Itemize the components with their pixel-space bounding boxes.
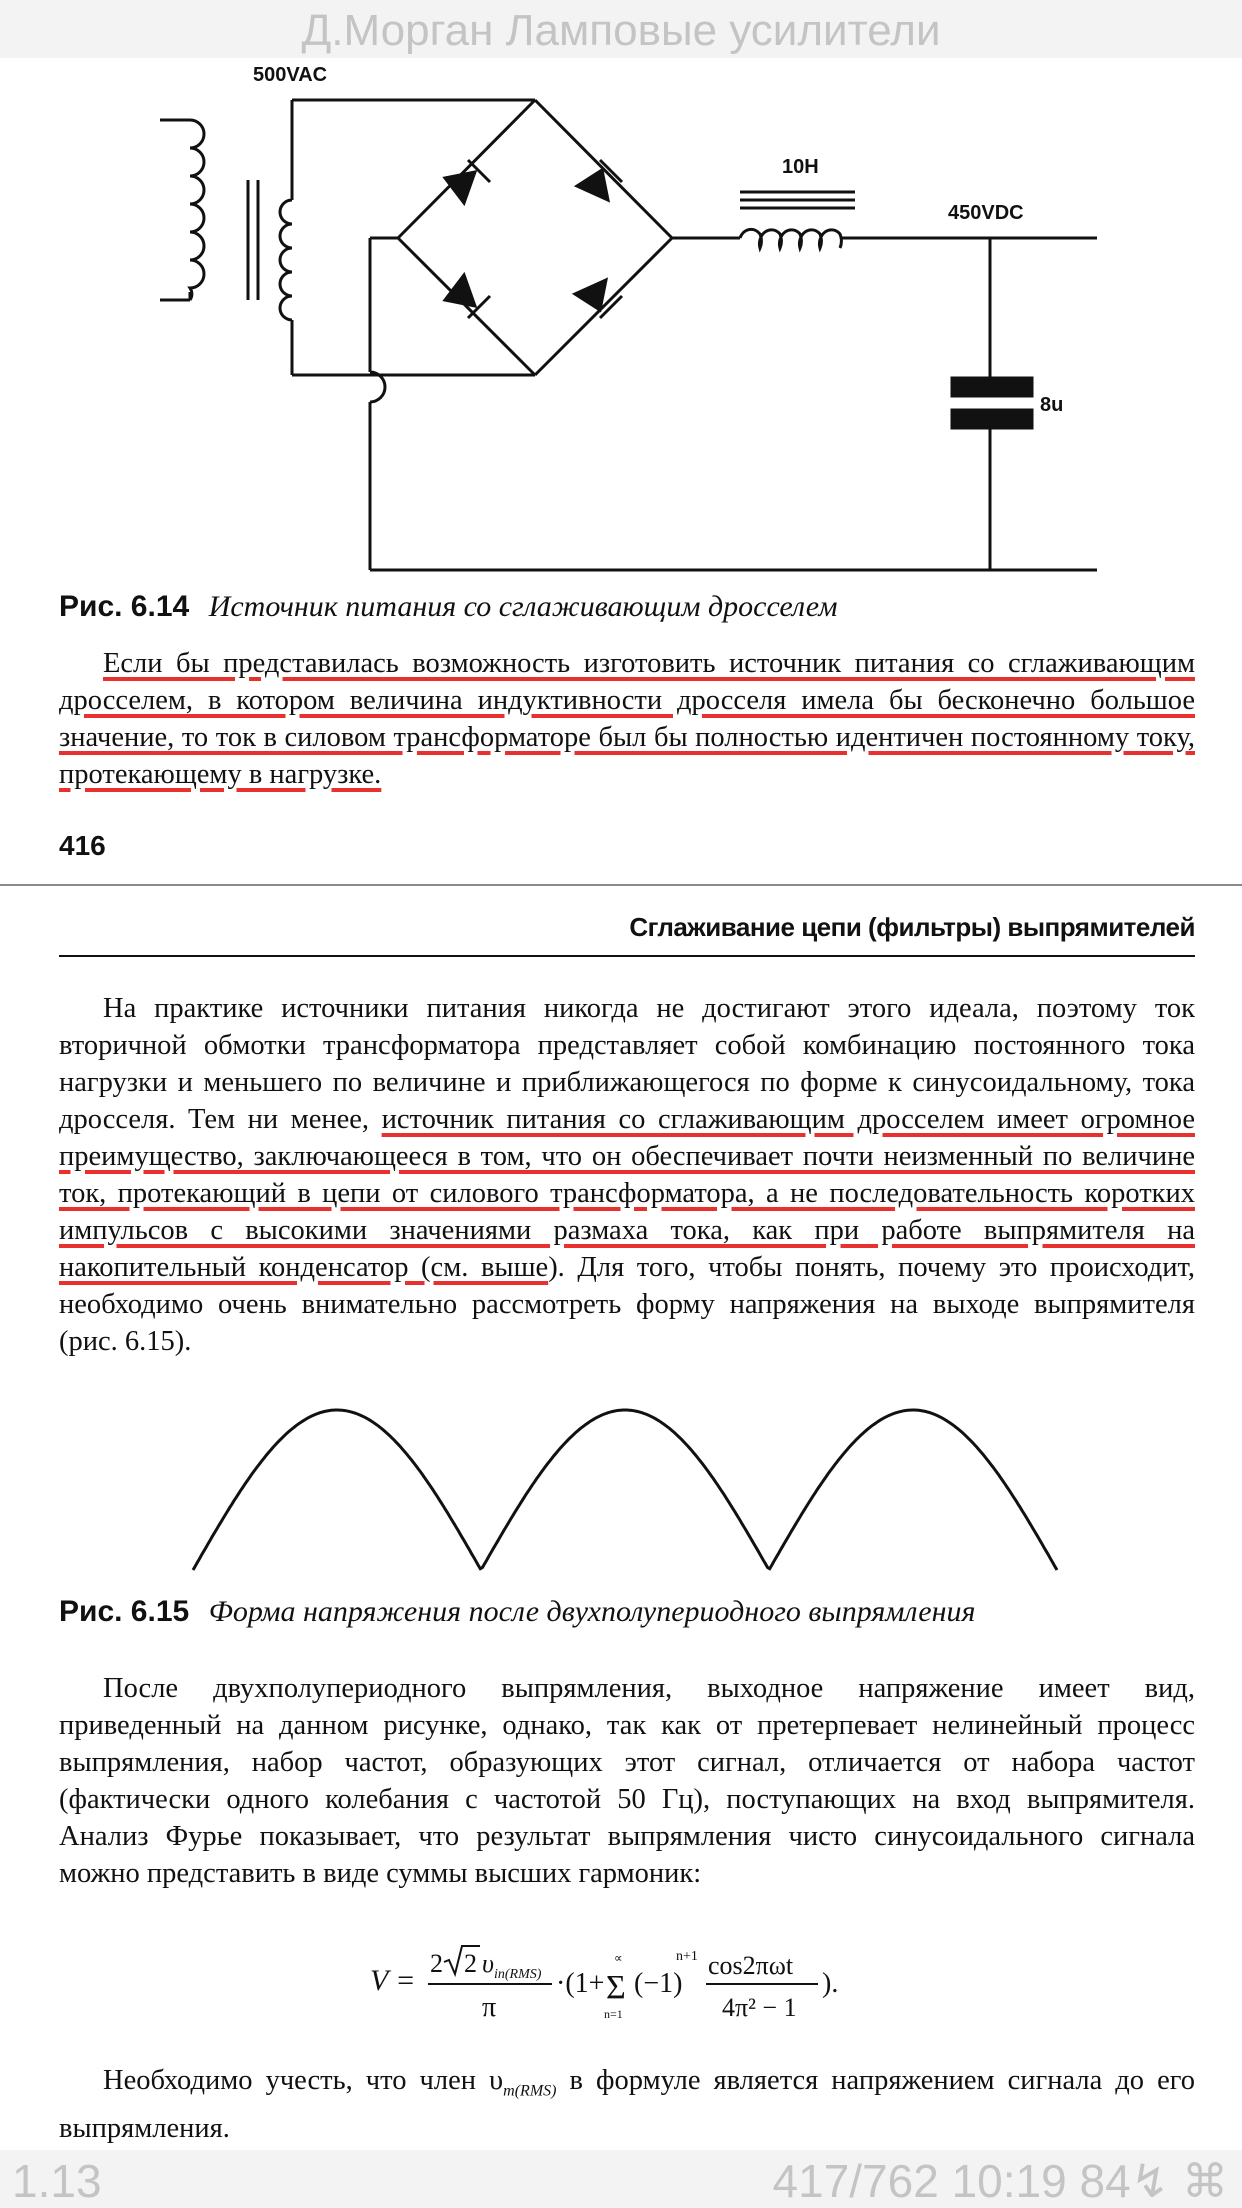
paragraph-4 (59, 2062, 1195, 2147)
frac2-num: cos2πωt (708, 1951, 794, 1980)
paragraph-4-after: в формуле является напряжением сигнала до его выпрямления. (59, 2065, 1195, 2144)
formula-open: ·(1+ (556, 1968, 605, 1999)
page-number: 416 (59, 830, 106, 861)
reader-top-bar (0, 0, 1242, 58)
figure-number: Рис. 6.14 (59, 590, 190, 623)
fourier-formula (370, 1940, 890, 2030)
highlighted-text: Если бы представилась возможность изготовить источник питания со сглаживающим дросселем, в котором величина индуктивности дросселя имела бы бесконечно большое значение, то ток в силовом трансформаторе был бы полностью идентичен постоянному току, протекающему в нагрузке. (59, 648, 1195, 790)
command-icon[interactable]: ⌘ (1182, 2155, 1228, 2207)
formula-exp: n+1 (676, 1949, 698, 1964)
paragraph-2-text-end: ). Для того, чтобы понять, почему это происходит, необходимо очень внимательно рассмотреть форму напряжения на выходе выпрямителя (рис. 6.15). (59, 1252, 1195, 1357)
formula-close: ). (822, 1968, 839, 1999)
battery-level: 84 (1079, 2155, 1131, 2207)
formula-lhs: V = (370, 1964, 416, 1997)
paragraph-3: После двухполупериодного выпрямления, выходное напряжение имеет вид, приведенный на данном рисунке, однако, так как от претерпевает нелинейный процесс выпрямления, набор частот, образующих этот сигнал, отличается от набора частот (фактически одного колебания с частотой 50 Гц), поступающих на вход выпрямителя. Анализ Фурье показывает, что результат выпрямления чисто синусоидального сигнала можно представить в виде суммы высших гармоник: (59, 1673, 1195, 1889)
running-head: Сглаживание цепи (фильтры) выпрямителей (629, 912, 1195, 942)
figure-caption-text: Источник питания со сглаживающим дросселем (208, 590, 838, 623)
charging-bolt-icon: ↯ (1130, 2155, 1170, 2207)
formula-denom: π (482, 1992, 497, 2023)
page-progress: 417/762 (772, 2155, 939, 2207)
figure-number: Рис. 6.15 (59, 1595, 190, 1628)
highlighted-text: источник питания со сглаживающим дросселем имеет огромное преимущество, заключающееся в том, что он обеспечивает почти неизменный по величине ток, протекающий в цепи от силового трансформатора, а не последовательность коротких импульсов с высокими значениями размаха тока, как при работе выпрямителя на накопительный конденсатор (см. выше (59, 1104, 1195, 1283)
formula-neg: (−1) (634, 1968, 683, 1999)
upsilon-subscript: m(RMS) (503, 2082, 557, 2100)
left-status: 1.13 (12, 2155, 102, 2207)
formula-nu-sub: in(RMS) (494, 1967, 542, 1982)
paragraph-2 (59, 990, 1195, 1360)
label-8u: 8u (1040, 394, 1064, 416)
right-status (773, 2154, 1228, 2208)
paragraph-4-before: Необходимо учесть, что член (103, 2065, 490, 2096)
figure-6-14-caption (59, 590, 838, 624)
book-title: Д.Морган Ламповые усилители (301, 6, 941, 55)
frac2-den: 4π² − 1 (722, 1993, 797, 2022)
paragraph-2-text: На практике источники питания никогда не достигают этого идеала, поэтому ток вторичной обмотки трансформатора представляет собой комбинацию постоянного тока нагрузки и меньшего по величине и приближающегося по форме к синусоидальному, тока дросселя. Тем ни менее, (59, 993, 1195, 1135)
figure-6-15-caption (59, 1595, 975, 1629)
figure-caption-text: Форма напряжения после двухполупериодного выпрямления (208, 1595, 976, 1628)
label-10h: 10H (782, 156, 819, 178)
sum-sign: Σ (606, 1969, 626, 2006)
clock: 10:19 (951, 2155, 1067, 2207)
formula-sqrt-arg: 2 (464, 1949, 477, 1978)
paragraph-1 (59, 645, 1195, 793)
formula-coef: 2 (430, 1949, 443, 1978)
reader-status-bar (0, 2150, 1242, 2208)
header-rule (59, 955, 1195, 957)
sum-top: ∝ (614, 1951, 623, 1965)
power-supply-schematic (140, 60, 1140, 580)
upsilon-symbol: υ (489, 2065, 504, 2096)
label-500vac: 500VAC (253, 64, 328, 86)
page-divider (0, 884, 1242, 886)
formula-nu: υ (482, 1949, 494, 1978)
sum-bottom: n=1 (604, 2007, 623, 2021)
rectified-waveform (185, 1400, 1065, 1580)
label-450vdc: 450VDC (948, 202, 1024, 224)
